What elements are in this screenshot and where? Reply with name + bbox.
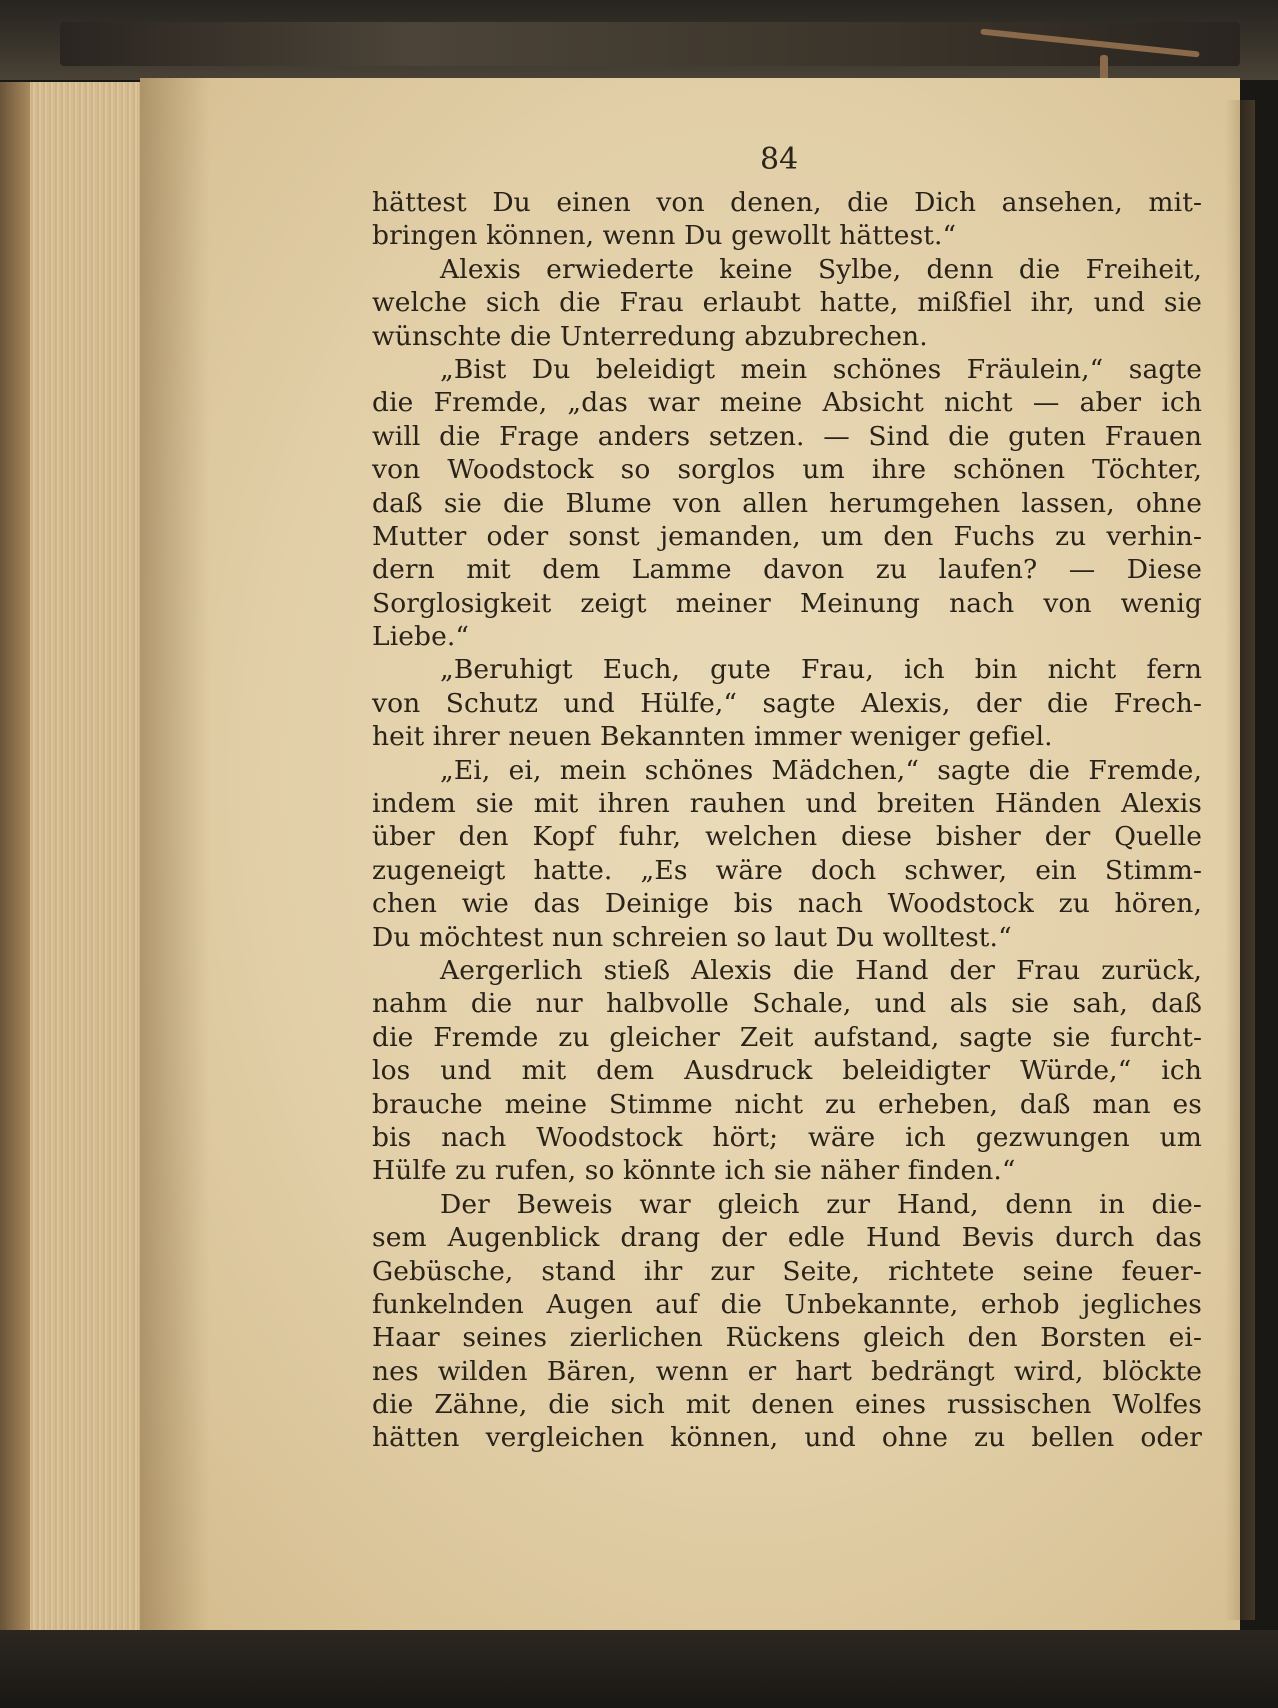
text-line: hättest Du einen von denen, die Dich ansehen, mit- — [372, 187, 1202, 218]
text-line: heit ihrer neuen Bekannten immer weniger gefiel. — [372, 721, 1053, 753]
text-line: „Bist Du beleidigt mein schönes Fräulein,“ sagte — [440, 353, 1202, 385]
text-line: hätten vergleichen können, und ohne zu bellen oder — [372, 1422, 1202, 1454]
text-line: Liebe.“ — [372, 621, 470, 653]
left-page-stack-shadow — [0, 82, 30, 1632]
page-text — [372, 186, 1202, 1455]
text-line: nes wilden Bären, wenn er hart bedrängt wird, blöckte — [372, 1355, 1202, 1387]
text-line: indem sie mit ihren rauhen und breiten Händen Alexis — [372, 788, 1202, 820]
text-line: funkelnden Augen auf die Unbekannte, erhob jegliches — [372, 1288, 1202, 1320]
text-line: los und mit dem Ausdruck beleidigter Würde,“ ich — [372, 1055, 1202, 1087]
text-line: daß sie die Blume von allen herumgehen lassen, ohne — [372, 487, 1202, 519]
book-spine-band — [60, 22, 1240, 66]
text-line: „Ei, ei, mein schönes Mädchen,“ sagte die Fremde, — [440, 754, 1202, 786]
text-line: zugeneigt hatte. „Es wäre doch schwer, ein Stimm- — [372, 854, 1202, 886]
text-line: nahm die nur halbvolle Schale, und als sie sah, daß — [372, 988, 1202, 1020]
text-line: Sorglosigkeit zeigt meiner Meinung nach von wenig — [372, 587, 1202, 619]
text-line: die Fremde, „das war meine Absicht nicht — aber ich — [372, 387, 1202, 419]
text-line: von Woodstock so sorglos um ihre schönen Töchter, — [372, 454, 1202, 486]
text-line: bringen können, wenn Du gewollt hättest.“ — [372, 220, 957, 252]
text-line: dern mit dem Lamme davon zu laufen? — Diese — [372, 554, 1202, 586]
page-gutter-shadow — [140, 78, 210, 1638]
text-line: „Beruhigt Euch, gute Frau, ich bin nicht fern — [440, 654, 1202, 686]
text-line: sem Augenblick drang der edle Hund Bevis durch das — [372, 1222, 1202, 1254]
text-line: brauche meine Stimme nicht zu erheben, daß man es — [372, 1088, 1202, 1120]
text-line: über den Kopf fuhr, welchen diese bisher der Quelle — [372, 821, 1202, 853]
text-line: Aergerlich stieß Alexis die Hand der Frau zurück, — [440, 954, 1202, 986]
text-line: Du möchtest nun schreien so laut Du wolltest.“ — [372, 921, 1012, 953]
text-line: Haar seines zierlichen Rückens gleich den Borsten ei- — [372, 1322, 1202, 1354]
page-right-edge — [1225, 100, 1255, 1620]
text-line: chen wie das Deinige bis nach Woodstock zu hören, — [372, 888, 1202, 920]
text-line: welche sich die Frau erlaubt hatte, mißfiel ihr, und sie — [372, 287, 1202, 319]
text-line: Mutter oder sonst jemanden, um den Fuchs zu verhin- — [372, 520, 1202, 552]
text-line: Hülfe zu rufen, so könnte ich sie näher finden.“ — [372, 1155, 1016, 1187]
page-number: 84 — [760, 142, 799, 177]
text-line: Alexis erwiederte keine Sylbe, denn die Freiheit, — [440, 253, 1202, 285]
text-line: die Fremde zu gleicher Zeit aufstand, sagte sie furcht- — [372, 1021, 1202, 1053]
text-line: will die Frage anders setzen. — Sind die guten Frauen — [372, 420, 1202, 452]
text-line: Der Beweis war gleich zur Hand, denn in die- — [440, 1188, 1202, 1220]
text-line: die Zähne, die sich mit denen eines russischen Wolfes — [372, 1389, 1202, 1421]
text-line: bis nach Woodstock hört; wäre ich gezwungen um — [372, 1121, 1202, 1153]
book-cover-bottom — [0, 1630, 1278, 1708]
text-line: von Schutz und Hülfe,“ sagte Alexis, der die Frech- — [372, 687, 1202, 719]
text-line: Gebüsche, stand ihr zur Seite, richtete seine feuer- — [372, 1255, 1202, 1287]
text-line: wünschte die Unterredung abzubrechen. — [372, 320, 928, 352]
